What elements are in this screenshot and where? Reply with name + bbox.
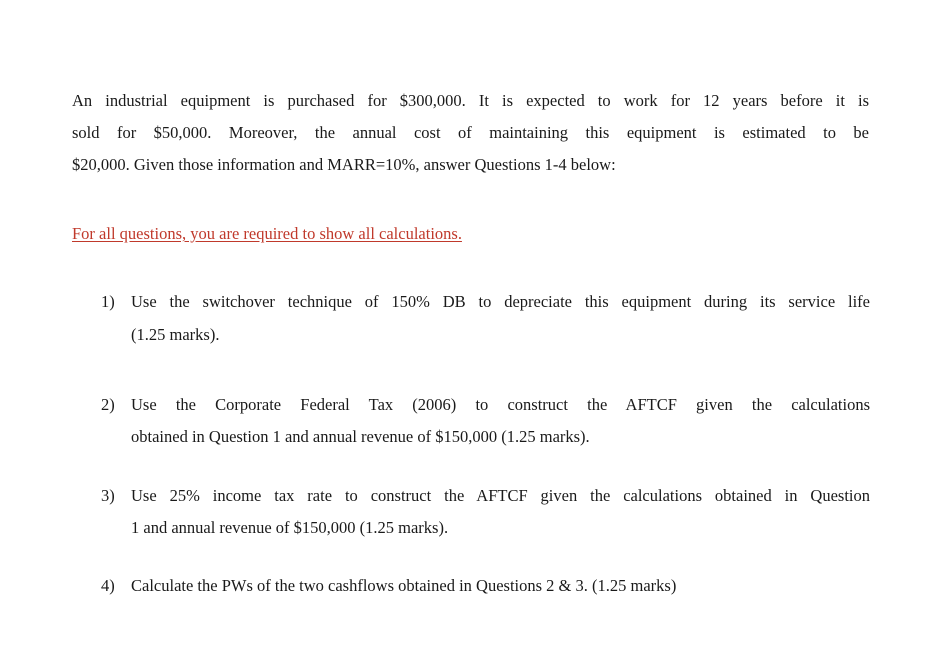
intro-line: An industrial equipment is purchased for $300,000. It is expected to work for 12 years before it is <box>72 91 869 110</box>
question-text-line: Use the Corporate Federal Tax (2006) to construct the AFTCF given the calculations <box>131 395 870 414</box>
question-text-line: Use the switchover technique of 150% DB to depreciate this equipment during its service life <box>131 292 870 311</box>
question-text-line: (1.25 marks). <box>131 325 220 344</box>
question-text-line: Use 25% income tax rate to construct the AFTCF given the calculations obtained in Question <box>131 486 870 505</box>
intro-line: $20,000. Given those information and MARR=10%, answer Questions 1-4 below: <box>72 155 616 174</box>
question-text-line: 1 and annual revenue of $150,000 (1.25 marks). <box>131 518 449 537</box>
question-text-line: obtained in Question 1 and annual revenue of $150,000 (1.25 marks). <box>131 427 590 446</box>
question-number: 4) <box>101 576 115 595</box>
intro-line: sold for $50,000. Moreover, the annual cost of maintaining this equipment is estimated to be <box>72 123 869 142</box>
question-text-line: Calculate the PWs of the two cashflows obtained in Questions 2 & 3. (1.25 marks) <box>131 576 677 595</box>
question-number: 2) <box>101 395 115 414</box>
calculation-note: For all questions, you are required to show all calculations. <box>72 224 462 243</box>
question-number: 1) <box>101 292 115 311</box>
question-number: 3) <box>101 486 115 505</box>
